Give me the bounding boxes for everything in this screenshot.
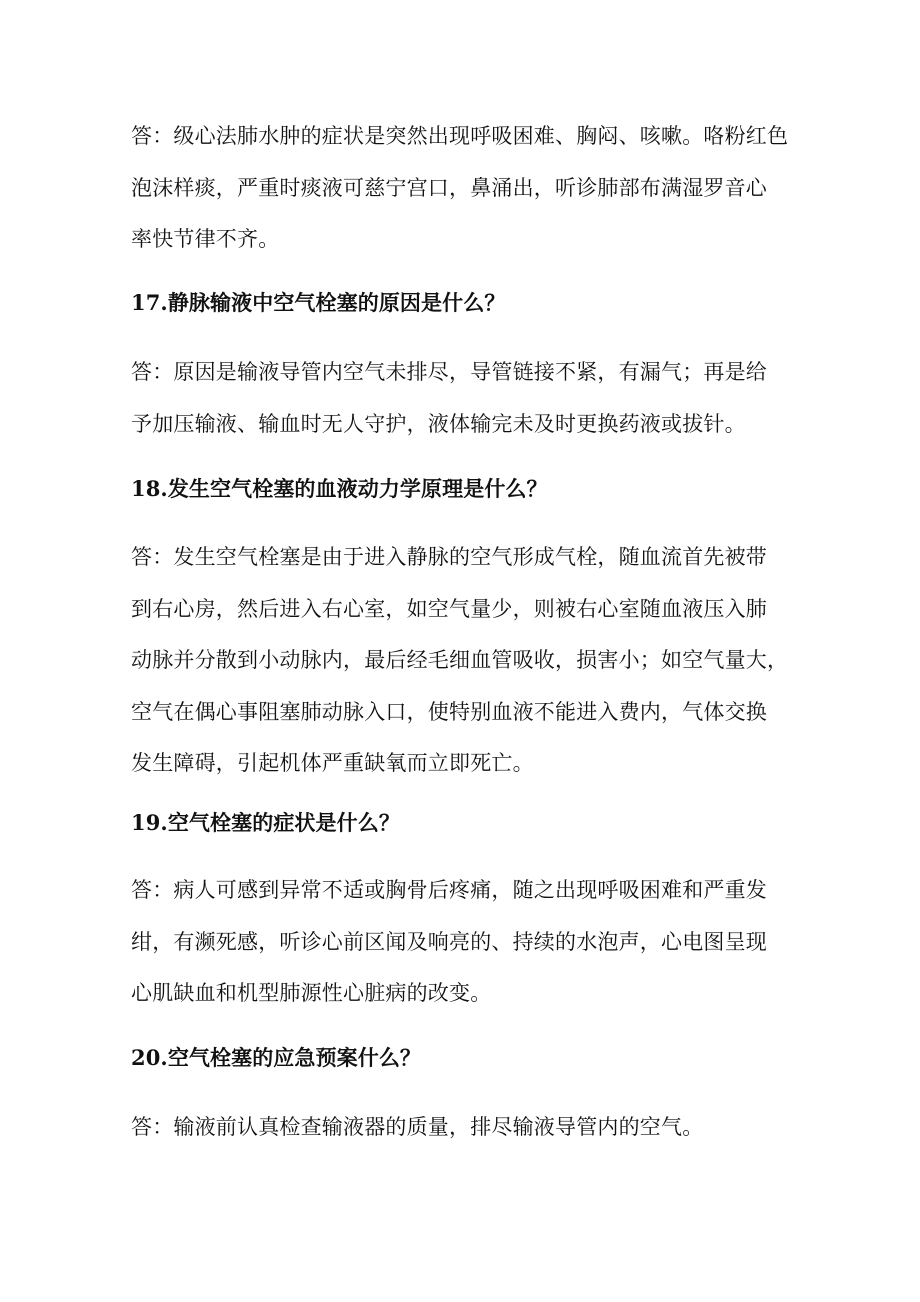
text-line: 发生障碍，引起机体严重缺氧而立即死亡。 [131, 751, 534, 775]
question-heading: 19.空气栓塞的症状是什么？ [131, 810, 400, 835]
question-19 [131, 808, 781, 838]
answer-16 [131, 111, 789, 266]
text-line: 答：原因是输液导管内空气未排尽，导管链接不紧，有漏气；再是给 [131, 360, 767, 384]
answer-20 [131, 1102, 781, 1154]
question-18 [131, 474, 781, 504]
question-17 [131, 288, 781, 318]
answer-18 [131, 532, 789, 790]
question-heading: 18.发生空气栓塞的血液动力学原理是什么？ [131, 476, 548, 501]
text-line: 空气在偶心事阻塞肺动脉入口，使特别血液不能进入费内，气体交换 [131, 699, 767, 724]
text-line: 绀，有濒死感，听诊心前区闻及响亮的、持续的水泡声，心电图呈现 [131, 929, 767, 954]
question-heading: 20.空气栓塞的应急预案什么？ [131, 1045, 422, 1070]
text-line: 予加压输液、输血时无人守护，液体输完未及时更换药液或拔针。 [131, 411, 746, 436]
text-line: 答：级心法肺水肿的症状是突然出现呼吸困难、胸闷、咳嗽。咯粉红色 [131, 124, 789, 148]
text-line: 泡沫样痰，严重时痰液可慈宁宫口，鼻涌出，听诊肺部布满湿罗音心 [131, 175, 767, 200]
text-line: 答：发生空气栓塞是由于进入静脉的空气形成气栓，随血流首先被带 [131, 545, 767, 569]
text-line: 到右心房，然后进入右心室，如空气量少，则被右心室随血液压入肺 [131, 596, 767, 621]
answer-17 [131, 347, 781, 450]
text-line: 答：输液前认真检查输液器的质量，排尽输液导管内的空气。 [131, 1115, 704, 1139]
question-20 [131, 1043, 781, 1073]
text-line: 动脉并分散到小动脉内，最后经毛细血管吸收，损害小；如空气量大， [131, 648, 789, 672]
text-line: 心肌缺血和机型肺源性心脏病的改变。 [131, 981, 492, 1005]
text-line: 率快节律不齐。 [131, 227, 280, 251]
answer-19 [131, 865, 781, 1020]
question-heading: 17.静脉输液中空气栓塞的原因是什么？ [131, 290, 506, 315]
text-line: 答：病人可感到异常不适或胸骨后疼痛，随之出现呼吸困难和严重发 [131, 878, 767, 902]
